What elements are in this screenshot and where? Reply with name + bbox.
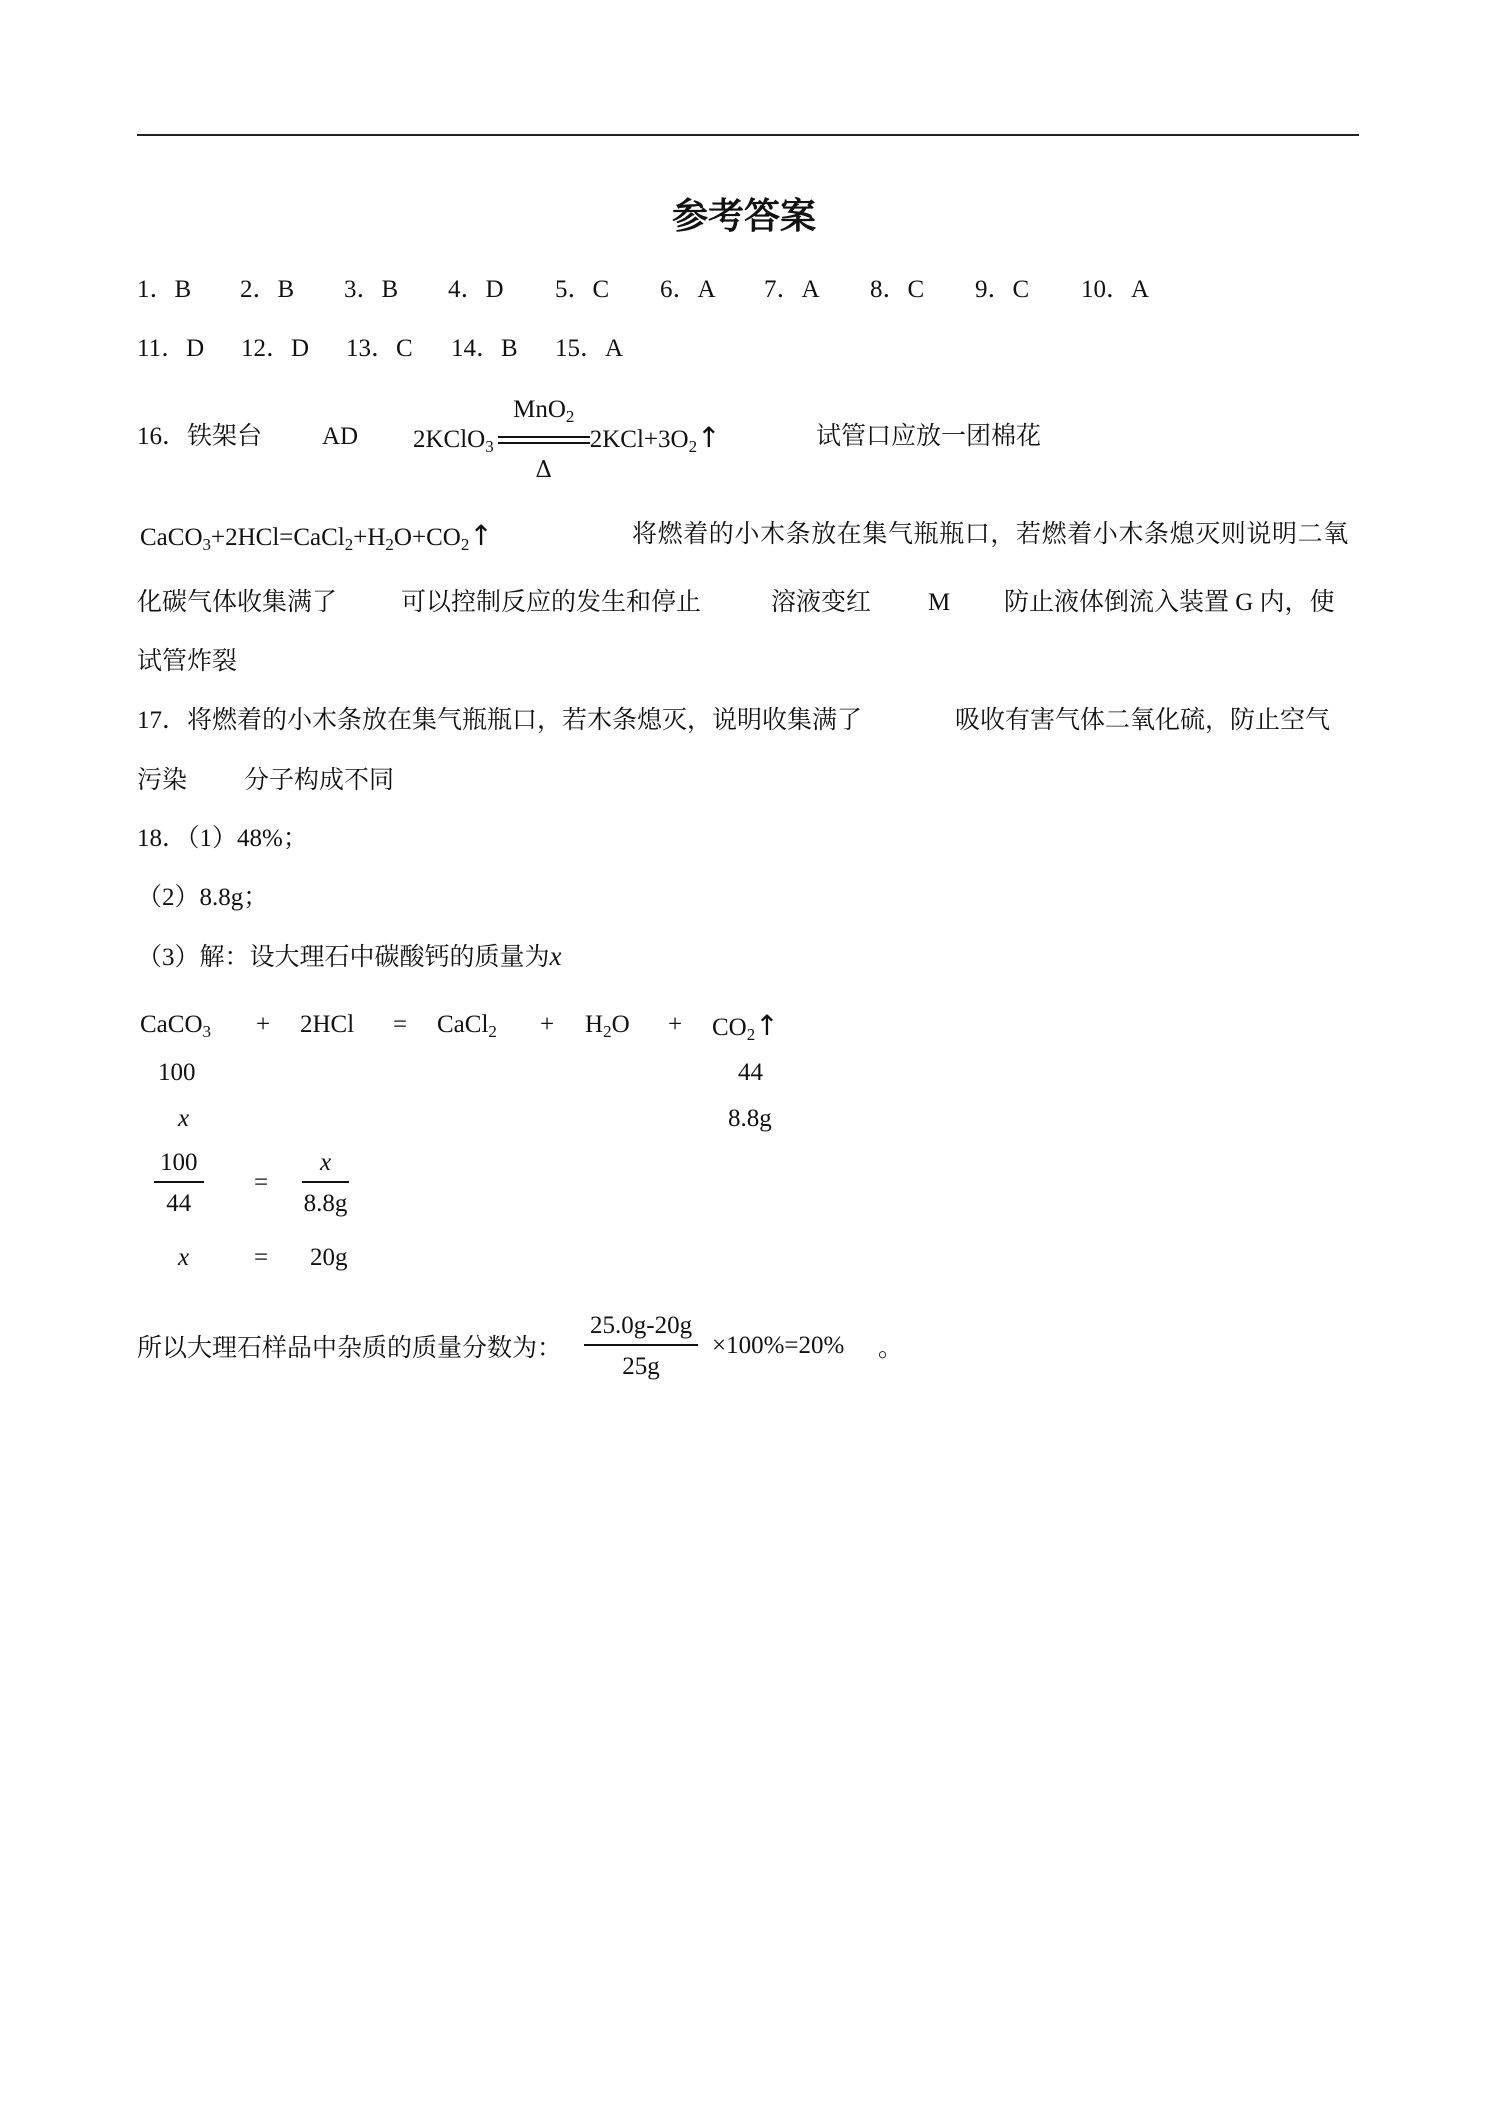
heat-symbol: Δ [535,457,553,484]
mc-answer: 5．C [555,276,610,303]
result-equals: = [254,1244,269,1271]
final-period: 。 [878,1335,904,1362]
q18-part-1: 18．（1）48%； [137,825,308,852]
mc-answer: 13．C [346,335,413,362]
result-value: 20g [310,1244,348,1271]
co2-mass: 8.8g [728,1105,772,1132]
reaction-condition [498,396,590,484]
proportion-equals: = [254,1169,269,1196]
q16-line-3d: M [928,589,951,616]
proportion-left: $\frac{100}{44}$ [154,1150,204,1216]
mc-answer: 3．B [344,276,399,303]
q16-answer-ad: AD [322,423,359,450]
header-rule [137,134,1359,136]
proportion-right: $\frac{x}{8.8g}$ [303,1149,348,1217]
gas-arrow-icon: ↑ [469,519,493,552]
q16-line-3e: 防止液体倒流入装置 G 内，使 [1004,589,1335,616]
caco3-equation: $CaCO_3+2HCl=CaCl_2+H_2O+CO_2↑$ [140,519,493,554]
q16-line-4: 试管炸裂 [137,648,238,675]
q16-equation [413,396,721,484]
product-h2o: $H_2O$ [585,1011,630,1041]
q16-line-3b: 可以控制反应的发生和停止 [401,589,702,616]
mc-answer: 7．A [764,276,820,303]
plus-sign: + [540,1011,555,1038]
gas-arrow-icon: ↑ [697,421,721,454]
variable-x: x [549,941,562,971]
q17-line-1a: 17．将燃着的小木条放在集气瓶瓶口，若木条熄灭，说明收集满了 [137,707,863,734]
q18-part-3: （3）解：设大理石中碳酸钙的质量为x [137,941,562,971]
final-fraction: $\frac{25.0g-20g}{25g}$ [584,1313,698,1379]
reactant-hcl: 2HCl [300,1011,355,1038]
q16-note: 试管口应放一团棉花 [816,423,1042,450]
mc-answer: 10．A [1081,276,1150,303]
q16-eq-right: $2KCl+3O_2$ [589,426,698,456]
reactant-caco3: CaCO$_3$ [140,1011,211,1041]
mc-answer: 11．D [137,335,205,362]
unknown-x: x [178,1105,190,1132]
product-cacl2: CaCl$_2$ [437,1011,497,1041]
page-title: 参考答案 [671,196,816,237]
q16-line-2 [140,519,493,554]
catalyst-label: MnO$_2$ [513,396,575,427]
final-text: 所以大理石样品中杂质的质量分数为： [137,1335,563,1362]
mc-answer: 8．C [870,276,925,303]
q17-line-2a: 污染 [137,767,188,794]
equals-sign: = [393,1011,408,1038]
product-co2: $CO_2↑$ [712,1009,779,1044]
q18-part-2: （2）8.8g； [137,884,269,911]
result-x: x [178,1244,190,1271]
q17-line-2b: 分子构成不同 [244,767,395,794]
gas-arrow-icon: ↑ [755,1009,779,1042]
q16-line-3a: 化碳气体收集满了 [137,589,338,616]
final-result: ×100%=20% [712,1332,845,1359]
mc-answer: 15．A [555,335,624,362]
mc-answer: 6．A [660,276,716,303]
plus-sign: + [668,1011,683,1038]
molar-mass-caco3: 100 [158,1059,196,1086]
mc-answer: 4．D [448,276,504,303]
q16-line-3c: 溶液变红 [771,589,872,616]
mc-answer: 14．B [451,335,518,362]
mc-answer: 12．D [241,335,310,362]
q16-line-2-text: 将燃着的小木条放在集气瓶瓶口，若燃着小木条熄灭则说明二氧 [632,521,1349,548]
mc-answer: 9．C [975,276,1030,303]
q16-number: 16．铁架台 [137,423,263,450]
molar-mass-co2: 44 [738,1059,763,1086]
q17-line-1b: 吸收有害气体二氧化硫，防止空气 [955,707,1331,734]
mc-answer: 2．B [240,276,295,303]
q16-eq-left: 2KClO$_3$ [413,426,494,456]
plus-sign: + [256,1011,271,1038]
mc-answer: 1．B [137,276,192,303]
